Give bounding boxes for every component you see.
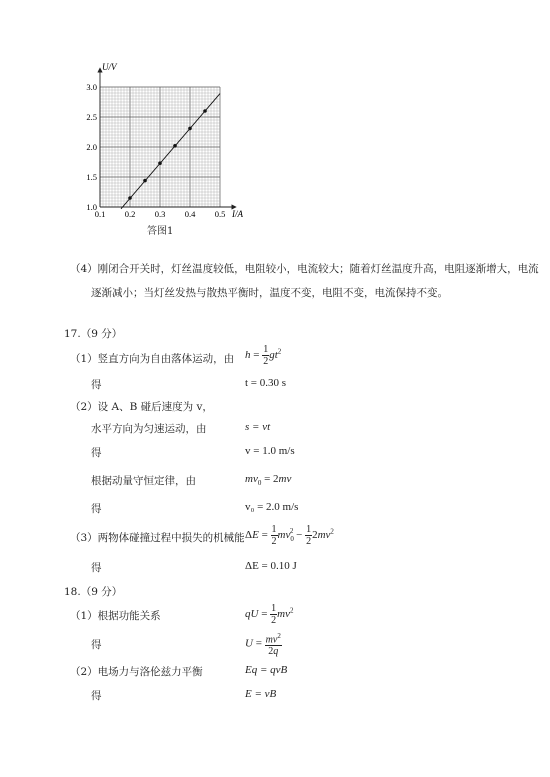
ui-graph: [80, 60, 260, 240]
data-point: [188, 127, 192, 131]
q18-balance-eq: Eq = qvB: [245, 664, 288, 676]
y-tick-label: 1.5: [86, 172, 97, 182]
q17-energy-eq: ΔE = $\frac{1}{2}$ $mv_0^2$ − $\frac{1}{2}$ $2mv^2$: [245, 524, 334, 547]
q18-header: 18.（9 分）: [64, 586, 123, 598]
graph-grid: [100, 87, 220, 207]
q18-E-result: E = vB: [245, 688, 277, 700]
q17-p3-text: （3）两物体碰撞过程中损失的机械能: [70, 532, 245, 544]
q17-de-4: 得: [91, 562, 102, 574]
q17-dE-result: ΔE = 0.10 J: [245, 560, 297, 572]
q17-eq-h: h = $\frac{1}{2}$ $gt^2$: [245, 344, 282, 367]
q18-p2-text: （2）电场力与洛伦兹力平衡: [70, 666, 203, 678]
x-tick-label: 0.5: [214, 209, 226, 219]
q17-p2-momentum: 根据动量守恒定律，由: [91, 475, 196, 487]
q16-4-line1: （4）刚闭合开关时，灯丝温度较低，电阻较小，电流较大；随着灯丝温度升高，电阻逐渐增大，电流: [70, 263, 539, 275]
q16-4-line2: 逐渐减小；当灯丝发热与散热平衡时，温度不变，电阻不变，电流保持不变。: [91, 287, 448, 299]
q18-p1-text: （1）根据功能关系: [70, 610, 161, 622]
data-point: [128, 196, 132, 200]
graph-ylabel: U/V: [102, 62, 117, 72]
data-point: [143, 179, 147, 183]
x-tick-label: 0.1: [94, 209, 106, 219]
data-point: [173, 144, 177, 148]
q17-s-eq: s = vt: [245, 421, 271, 433]
q17-de-1: 得: [91, 379, 102, 391]
y-tick-label: 1.0: [86, 202, 97, 212]
graph-tick-labels: [86, 82, 225, 219]
y-tick-label: 3.0: [86, 82, 97, 92]
q17-de-2: 得: [91, 447, 102, 459]
q18-de-1: 得: [91, 639, 102, 651]
q17-v-result: v = 1.0 m/s: [245, 445, 295, 457]
q18-U-eq: U = $\frac{mv^2}{2q}$: [245, 632, 281, 658]
y-tick-label: 2.5: [86, 112, 97, 122]
graph-xlabel: I/A: [232, 209, 243, 219]
y-tick-label: 2.0: [86, 142, 97, 152]
q17-p2-sub: 水平方向为匀速运动，由: [91, 423, 207, 435]
q18-energy-eq: qU = $\frac{1}{2}$ $mv^2$: [245, 603, 294, 626]
q17-p2-text: （2）设 A、B 碰后速度为 v，: [70, 401, 213, 413]
q17-header: 17.（9 分）: [64, 328, 123, 340]
q17-p1-text: （1）竖直方向为自由落体运动，由: [70, 353, 235, 365]
data-point: [158, 161, 162, 165]
q17-momentum-eq: $mv_0 = 2mv$: [245, 473, 292, 488]
q18-de-2: 得: [91, 690, 102, 702]
q17-v0-result: v₀ = 2.0 m/s: [245, 501, 299, 513]
x-tick-label: 0.3: [154, 209, 166, 219]
x-tick-label: 0.4: [184, 209, 196, 219]
q17-t-result: t = 0.30 s: [245, 377, 287, 389]
x-tick-label: 0.2: [124, 209, 136, 219]
data-point: [203, 109, 207, 113]
q17-de-3: 得: [91, 503, 102, 515]
graph-caption: 答图1: [147, 226, 174, 237]
